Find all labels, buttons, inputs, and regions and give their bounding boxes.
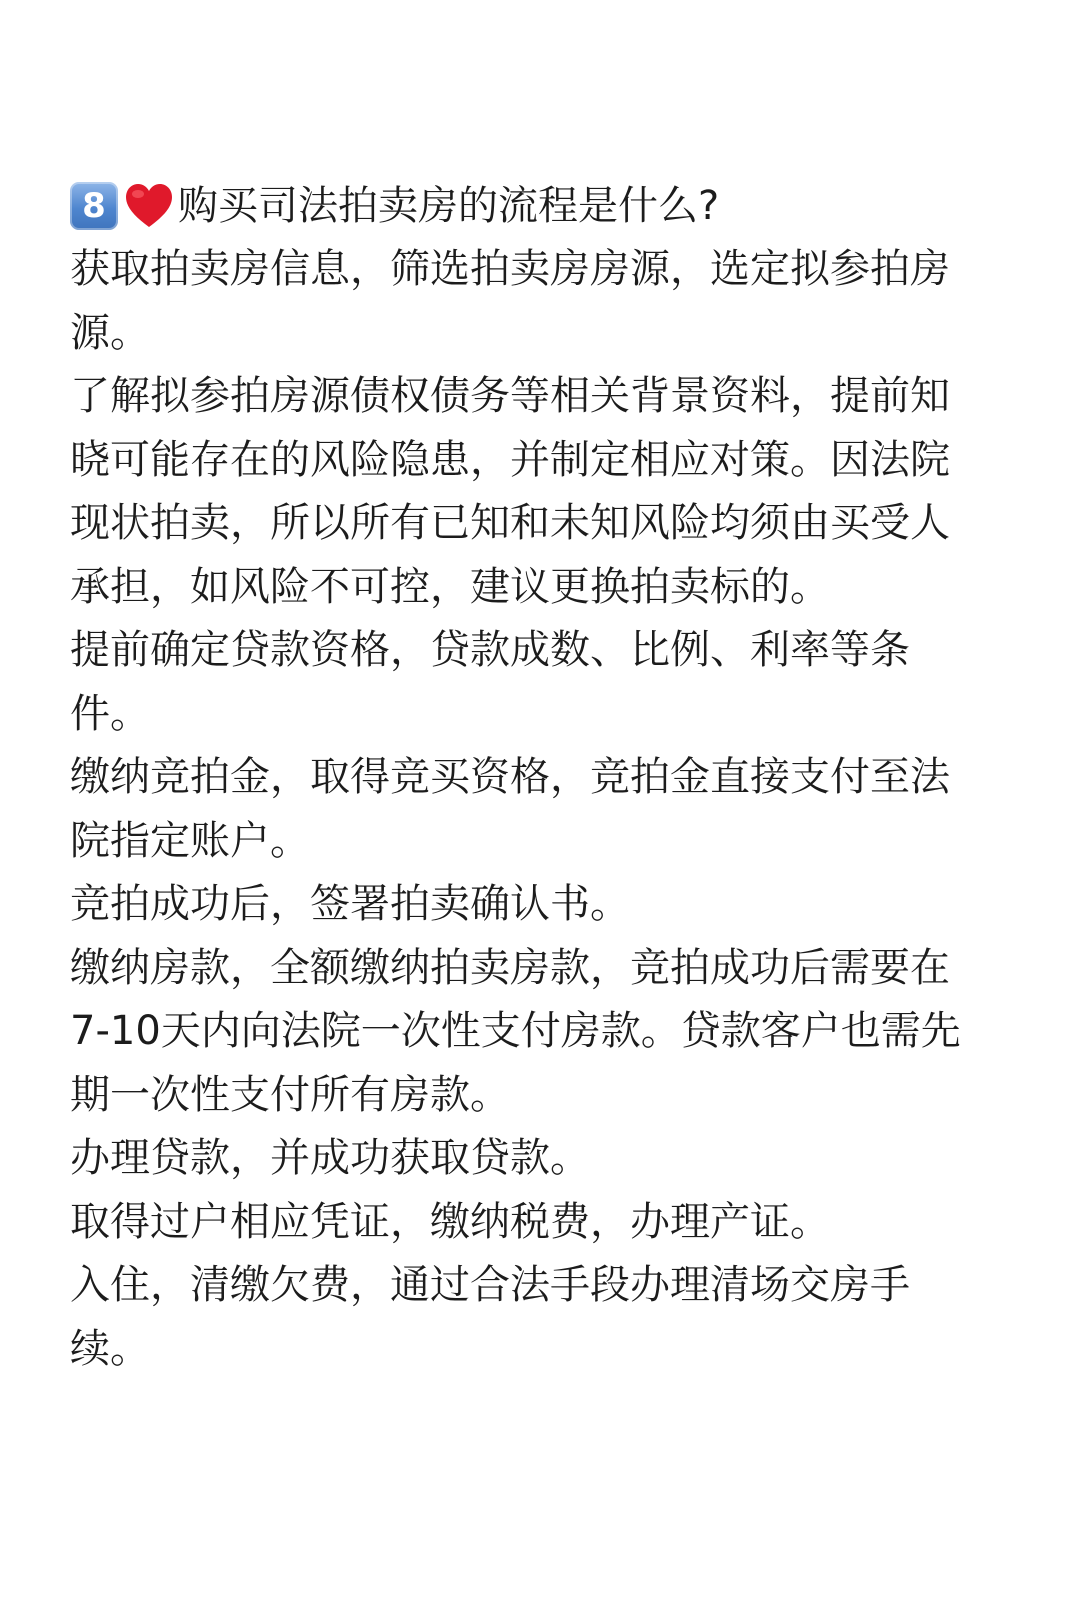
red-heart-icon [124,183,174,229]
keycap-8-icon: 8 [70,182,118,230]
list-item: 提前确定贷款资格，贷款成数、比例、利率等条件。 [70,627,910,737]
list-item: 缴纳房款，全额缴纳拍卖房款，竞拍成功后需要在7-10天内向法院一次性支付房款。贷款客户也需先期一次性支付所有房款。 [70,944,961,1118]
list-item: 缴纳竞拍金，取得竞买资格，竞拍金直接支付至法院指定账户。 [70,754,950,864]
list-item: 了解拟参拍房源债权债务等相关背景资料，提前知晓可能存在的风险隐患，并制定相应对策。因法院现状拍卖，所以所有已知和未知风险均须由买受人承担，如风险不可控，建议更换拍卖标的。 [70,373,950,610]
list-item: 获取拍卖房信息，筛选拍卖房房源，选定拟参拍房源。 [70,246,950,356]
list-item: 办理贷款，并成功获取贷款。 [70,1135,590,1181]
list-item: 取得过户相应凭证，缴纳税费，办理产证。 [70,1198,830,1245]
note-content [70,174,975,1381]
list-item: 入住，清缴欠费，通过合法手段办理清场交房手续。 [70,1262,910,1372]
list-item: 竞拍成功后，签署拍卖确认书。 [70,881,630,927]
process-steps-list [70,238,975,1381]
page-title: 购买司法拍卖房的流程是什么? [178,183,720,229]
note-heading [70,174,975,238]
